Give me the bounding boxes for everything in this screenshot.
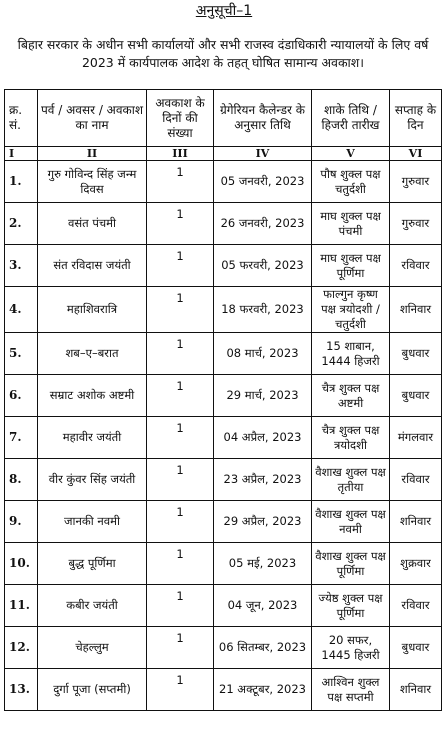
column-header-weekday: सप्ताह के दिन (390, 90, 442, 147)
holiday-name-cell: बुद्ध पूर्णिमा (38, 543, 147, 585)
holiday-days-cell: 1 (147, 375, 214, 417)
gregorian-date-cell: 29 मार्च, 2023 (214, 375, 312, 417)
shaka-hijri-date-cell: चैत्र शुक्ल पक्ष त्रयोदशी (312, 417, 390, 459)
gregorian-date-cell: 23 अप्रैल, 2023 (214, 459, 312, 501)
gregorian-date-cell: 29 अप्रैल, 2023 (214, 501, 312, 543)
holiday-name-cell: महाशिवरात्रि (38, 287, 147, 333)
shaka-hijri-date-cell: माघ शुक्ल पक्ष पंचमी (312, 203, 390, 245)
shaka-hijri-date-cell: माघ शुक्ल पक्ष पूर्णिमा (312, 245, 390, 287)
table-row (5, 501, 442, 543)
holiday-days-cell: 1 (147, 627, 214, 669)
table-row (5, 543, 442, 585)
weekday-cell: शनिवार (390, 501, 442, 543)
serial-number-cell: 13. (5, 669, 38, 711)
weekday-cell: शुक्रवार (390, 543, 442, 585)
weekday-cell: रविवार (390, 459, 442, 501)
weekday-cell: गुरुवार (390, 203, 442, 245)
column-header-gregorian-date: ग्रेगेरियन कैलेन्डर के अनुसार तिथि (214, 90, 312, 147)
serial-number-cell: 10. (5, 543, 38, 585)
table-row (5, 585, 442, 627)
column-header-holiday-name: पर्व / अवसर / अवकाश का नाम (38, 90, 147, 147)
column-number: II (38, 147, 147, 161)
schedule-heading: अनुसूची–1 (195, 3, 253, 19)
gregorian-date-cell: 05 फरवरी, 2023 (214, 245, 312, 287)
holiday-days-cell: 1 (147, 287, 214, 333)
holiday-name-cell: संत रविदास जयंती (38, 245, 147, 287)
shaka-hijri-date-cell: ज्येष्ठ शुक्ल पक्ष पूर्णिमा (312, 585, 390, 627)
holiday-days-cell: 1 (147, 245, 214, 287)
serial-number-cell: 7. (5, 417, 38, 459)
serial-number-cell: 12. (5, 627, 38, 669)
weekday-cell: गुरुवार (390, 161, 442, 203)
shaka-hijri-date-cell: वैशाख शुक्ल पक्ष नवमी (312, 501, 390, 543)
serial-number-cell: 9. (5, 501, 38, 543)
holiday-days-cell: 1 (147, 333, 214, 375)
holiday-days-cell: 1 (147, 417, 214, 459)
holiday-days-cell: 1 (147, 203, 214, 245)
column-header-shaka-hijri: शाके तिथि / हिजरी तारीख (312, 90, 390, 147)
weekday-cell: शनिवार (390, 669, 442, 711)
serial-number-cell: 4. (5, 287, 38, 333)
serial-number-cell: 5. (5, 333, 38, 375)
document-title: बिहार सरकार के अधीन सभी कार्यालयों और सभी राजस्व दंडाधिकारी न्यायालयों के लिए वर्ष 2023 में कार्यपालक आदेश के तहत् घोषित सामान्य अवकाश। (17, 37, 429, 70)
gregorian-date-cell: 08 मार्च, 2023 (214, 333, 312, 375)
holiday-name-cell: गुरु गोविन्द सिंह जन्म दिवस (38, 161, 147, 203)
table-row (5, 245, 442, 287)
serial-number-cell: 3. (5, 245, 38, 287)
column-number: V (312, 147, 390, 161)
gregorian-date-cell: 04 अप्रैल, 2023 (214, 417, 312, 459)
table-row (5, 287, 442, 333)
holiday-table (4, 89, 442, 711)
column-number: IV (214, 147, 312, 161)
column-number: I (5, 147, 38, 161)
shaka-hijri-date-cell: वैशाख शुक्ल पक्ष पूर्णिमा (312, 543, 390, 585)
holiday-name-cell: जानकी नवमी (38, 501, 147, 543)
shaka-hijri-date-cell: फाल्गुन कृष्ण पक्ष त्रयोदशी / चतुर्दशी (312, 287, 390, 333)
shaka-hijri-date-cell: वैशाख शुक्ल पक्ष तृतीया (312, 459, 390, 501)
weekday-cell: मंगलवार (390, 417, 442, 459)
holiday-name-cell: चेहल्लुम (38, 627, 147, 669)
column-number-row (5, 147, 442, 161)
holiday-days-cell: 1 (147, 501, 214, 543)
gregorian-date-cell: 06 सितम्बर, 2023 (214, 627, 312, 669)
holiday-days-cell: 1 (147, 669, 214, 711)
holiday-days-cell: 1 (147, 459, 214, 501)
weekday-cell: बुधवार (390, 375, 442, 417)
gregorian-date-cell: 04 जून, 2023 (214, 585, 312, 627)
shaka-hijri-date-cell: 20 सफर, 1445 हिजरी (312, 627, 390, 669)
weekday-cell: रविवार (390, 245, 442, 287)
table-row (5, 375, 442, 417)
holiday-days-cell: 1 (147, 585, 214, 627)
weekday-cell: रविवार (390, 585, 442, 627)
holiday-name-cell: महावीर जयंती (38, 417, 147, 459)
table-row (5, 459, 442, 501)
weekday-cell: बुधवार (390, 627, 442, 669)
column-header-serial: क्र. सं. (5, 90, 38, 147)
serial-number-cell: 6. (5, 375, 38, 417)
table-row (5, 203, 442, 245)
table-row (5, 333, 442, 375)
shaka-hijri-date-cell: चैत्र शुक्ल पक्ष अष्टमी (312, 375, 390, 417)
table-row (5, 161, 442, 203)
holiday-name-cell: दुर्गा पूजा (सप्तमी) (38, 669, 147, 711)
serial-number-cell: 8. (5, 459, 38, 501)
table-header-row (5, 90, 442, 147)
column-number: III (147, 147, 214, 161)
gregorian-date-cell: 05 मई, 2023 (214, 543, 312, 585)
gregorian-date-cell: 18 फरवरी, 2023 (214, 287, 312, 333)
holiday-name-cell: शब–ए–बरात (38, 333, 147, 375)
serial-number-cell: 11. (5, 585, 38, 627)
shaka-hijri-date-cell: पौष शुक्ल पक्ष चतुर्दशी (312, 161, 390, 203)
gregorian-date-cell: 26 जनवरी, 2023 (214, 203, 312, 245)
serial-number-cell: 1. (5, 161, 38, 203)
holiday-name-cell: वीर कुंवर सिंह जयंती (38, 459, 147, 501)
holiday-name-cell: कबीर जयंती (38, 585, 147, 627)
gregorian-date-cell: 05 जनवरी, 2023 (214, 161, 312, 203)
shaka-hijri-date-cell: 15 शाबान, 1444 हिजरी (312, 333, 390, 375)
weekday-cell: बुधवार (390, 333, 442, 375)
table-row (5, 669, 442, 711)
table-row (5, 417, 442, 459)
weekday-cell: शनिवार (390, 287, 442, 333)
serial-number-cell: 2. (5, 203, 38, 245)
table-row (5, 627, 442, 669)
column-header-days: अवकाश के दिनों की संख्या (147, 90, 214, 147)
holiday-name-cell: सम्राट अशोक अष्टमी (38, 375, 147, 417)
holiday-days-cell: 1 (147, 543, 214, 585)
shaka-hijri-date-cell: आश्विन शुक्ल पक्ष सप्तमी (312, 669, 390, 711)
holiday-name-cell: वसंत पंचमी (38, 203, 147, 245)
holiday-days-cell: 1 (147, 161, 214, 203)
column-number: VI (390, 147, 442, 161)
gregorian-date-cell: 21 अक्टूबर, 2023 (214, 669, 312, 711)
